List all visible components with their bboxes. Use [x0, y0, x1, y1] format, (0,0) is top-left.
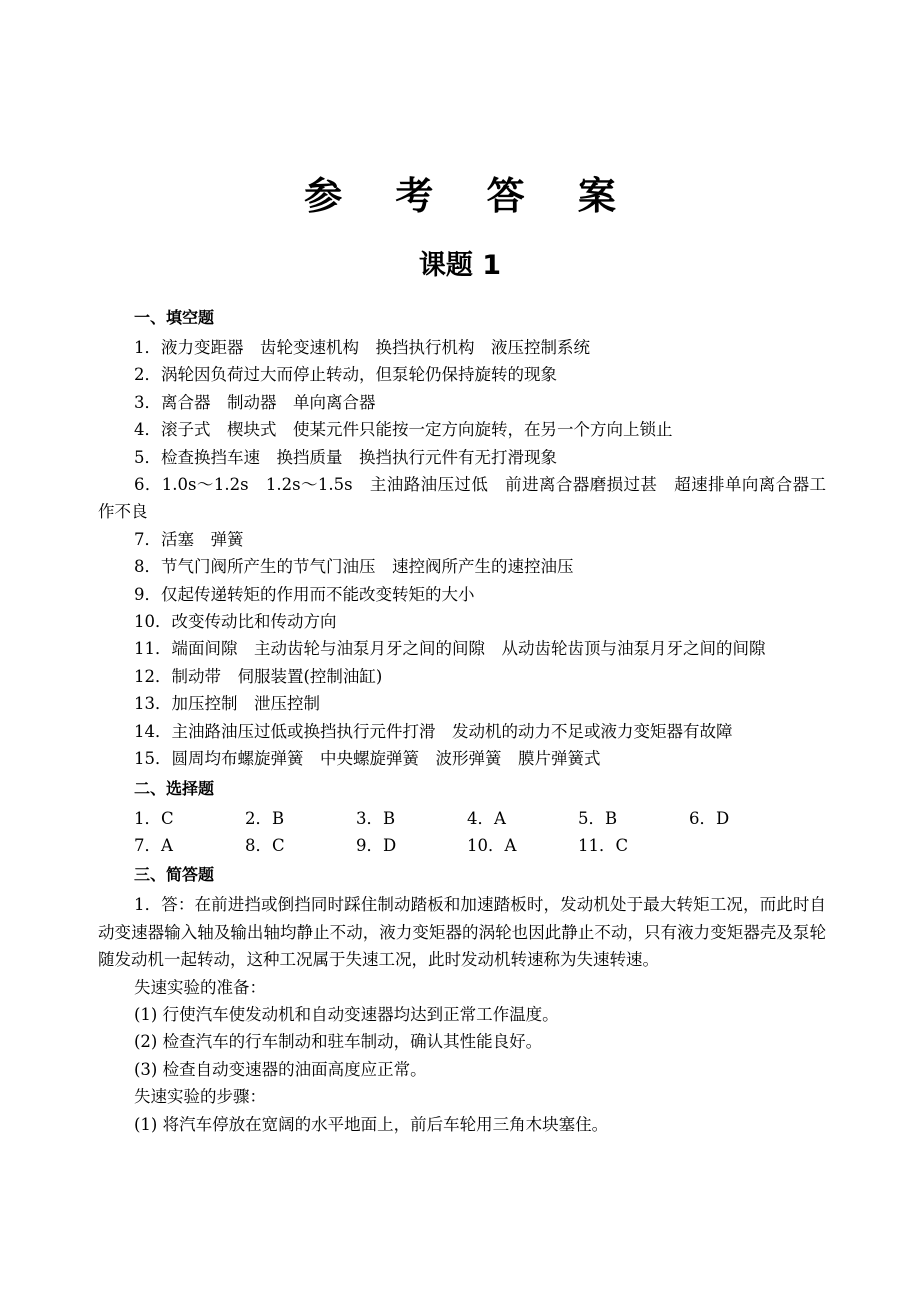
section-heading-choice: 二、选择题	[134, 778, 215, 798]
answer-line: 7．活塞 弹簧	[134, 529, 244, 549]
answer-line: 5．检查换挡车速 换挡质量 换挡执行元件有无打滑现象	[134, 447, 557, 467]
choice-answer: 8．C	[245, 835, 285, 855]
answer-line: 15．圆周均布螺旋弹簧 中央螺旋弹簧 波形弹簧 膜片弹簧式	[134, 749, 601, 769]
list-item: (3) 检查自动变速器的油面高度应正常。	[134, 1059, 427, 1079]
answer-paragraph: 6．1.0s～1.2s 1.2s～1.5s 主油路油压过低 前进离合器磨损过甚 超速排单向离合器工作不良	[98, 475, 826, 522]
section-heading-short-answer: 三、简答题	[134, 865, 215, 885]
list-item: (2) 检查汽车的行车制动和驻车制动，确认其性能良好。	[134, 1032, 543, 1052]
choice-answer: 6．D	[689, 808, 730, 828]
answer-paragraph: 1．答：在前进挡或倒挡同时踩住制动踏板和加速踏板时，发动机处于最大转矩工况，而此时自动变速器输入轴及输出轴均静止不动，液力变矩器的涡轮也因此静止不动，只有液力变矩器壳及泵轮随发动机一起转动，这种工况属于失速工况，此时发动机转速称为失速转速。	[98, 895, 826, 970]
sub-heading: 失速实验的步骤：	[134, 1087, 266, 1107]
sub-heading: 失速实验的准备：	[134, 977, 266, 997]
answer-line: 1．液力变距器 齿轮变速机构 换挡执行机构 液压控制系统	[134, 338, 590, 357]
answer-line: 13．加压控制 泄压控制	[134, 694, 320, 714]
answer-content	[98, 302, 826, 1138]
answer-line: 4．滚子式 楔块式 使某元件只能按一定方向旋转，在另一个方向上锁止	[134, 420, 673, 440]
answer-line: 2．涡轮因负荷过大而停止转动，但泵轮仍保持旋转的现象	[134, 365, 557, 385]
answer-line: 12．制动带 伺服装置(控制油缸)	[134, 666, 383, 686]
answer-line: 3．离合器 制动器 单向离合器	[134, 392, 376, 412]
choice-row	[98, 805, 826, 832]
answer-line: 11．端面间隙 主动齿轮与油泵月牙之间的间隙 从动齿轮齿顶与油泵月牙之间的间隙	[134, 639, 766, 659]
choice-answer: 4．A	[467, 808, 506, 828]
answer-line: 10．改变传动比和传动方向	[134, 612, 337, 632]
choice-answer: 11．C	[578, 835, 629, 855]
choice-answer: 9．D	[356, 835, 397, 855]
choice-answer: 3．B	[356, 808, 396, 828]
page-subtitle: 课题 1	[418, 250, 502, 281]
choice-answer: 7．A	[134, 835, 173, 855]
answer-line: 9．仅起传递转矩的作用而不能改变转矩的大小	[134, 584, 475, 604]
section-heading-fill-blank: 一、填空题	[134, 308, 215, 327]
list-item: (1) 将汽车停放在宽阔的水平地面上，前后车轮用三角木块塞住。	[134, 1114, 609, 1134]
choice-answer: 2．B	[245, 808, 285, 828]
page-title: 参 考 答 案	[304, 173, 636, 218]
answer-line: 8．节气门阀所产生的节气门油压 速控阀所产生的速控油压	[134, 557, 574, 577]
choice-answer: 1．C	[134, 808, 174, 828]
choice-answer: 10．A	[467, 835, 517, 855]
choice-answer: 5．B	[578, 808, 618, 828]
answer-line: 14．主油路油压过低或换挡执行元件打滑 发动机的动力不足或液力变矩器有故障	[134, 721, 733, 741]
choice-row	[98, 832, 826, 859]
list-item: (1) 行使汽车使发动机和自动变速器均达到正常工作温度。	[134, 1004, 559, 1024]
